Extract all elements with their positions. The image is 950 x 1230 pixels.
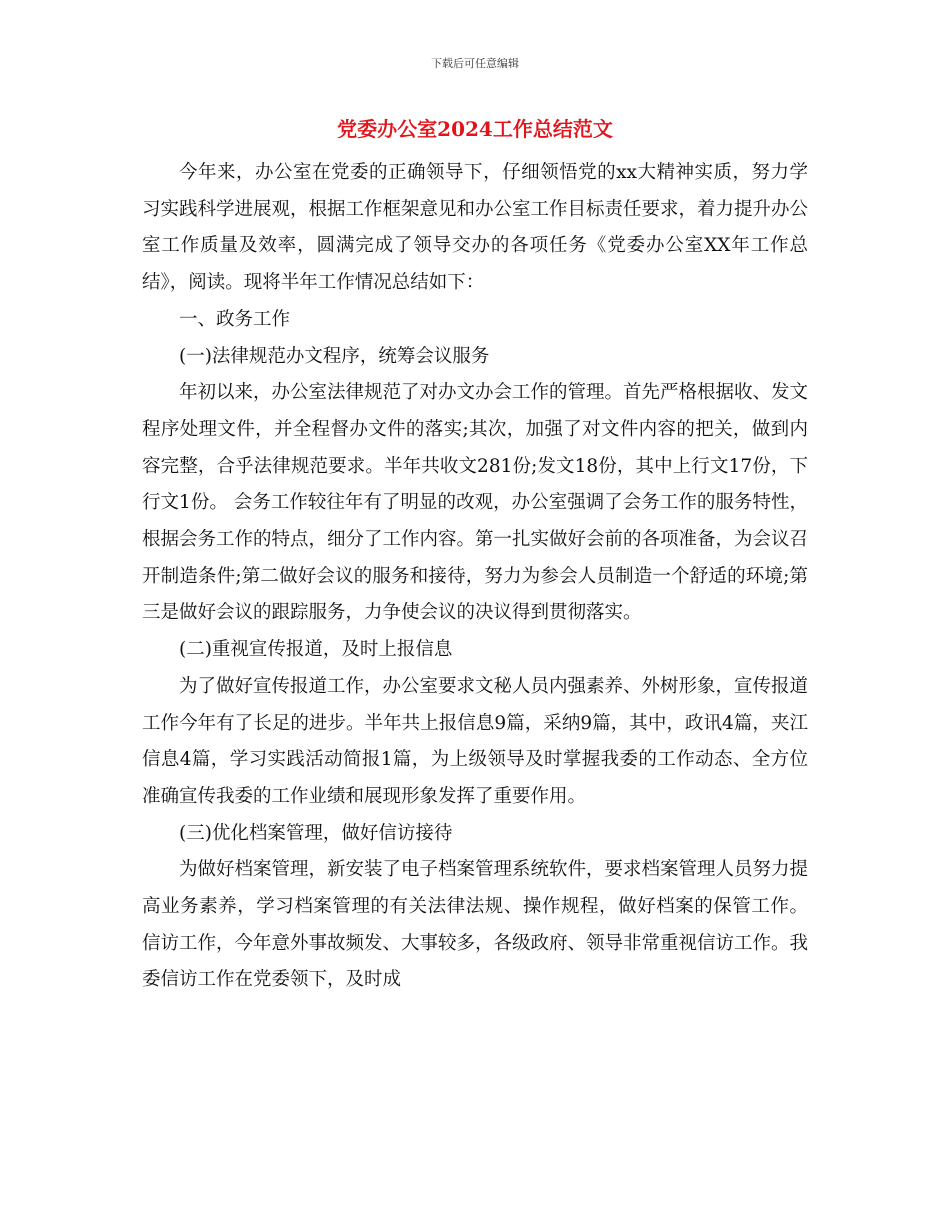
subsection-heading: (二)重视宣传报道，及时上报信息	[179, 639, 453, 661]
document-title: 党委办公室2024工作总结范文	[337, 117, 613, 141]
paragraph: 年初以来，办公室法律规范了对办文办会工作的管理。首先严格根据收、发文程序处理文件，并全程督办文件的落实;其次，加强了对文件内容的把关，做到内容完整，合乎法律规范要求。半年共收文281份;发文18份，其中上行文17份，下行文1份。 会务工作较往年有了明显的改观，办公室强调了会务工作的服务特性，根据会务工作的特点，细分了工作内容。第一扎实做好会前的各项准备，为会议召开制造条件;第二做好会议的服务和接待，努力为参会人员制造一个舒适的环境;第三是做好会议的跟踪服务，力争使会议的决议得到贯彻落实。	[142, 382, 809, 624]
paragraph: 为做好档案管理，新安装了电子档案管理系统软件，要求档案管理人员努力提高业务素养，学习档案管理的有关法律法规、操作规程，做好档案的保管工作。 信访工作，今年意外事故频发、大事较多，各级政府、领导非常重视信访工作。我委信访工作在党委领下，及时成	[142, 859, 809, 991]
paragraph-intro: 今年来，办公室在党委的正确领导下，仔细领悟党的xx大精神实质，努力学习实践科学进展观，根据工作框架意见和办公室工作目标责任要求，着力提升办公室工作质量及效率，圆满完成了领导交办的各项任务《党委办公室XX年工作总结》，阅读。现将半年工作情况总结如下：	[142, 162, 809, 294]
header-note: 下载后可任意编辑	[431, 57, 519, 70]
paragraph: 为了做好宣传报道工作，办公室要求文秘人员内强素养、外树形象，宣传报道工作今年有了长足的进步。半年共上报信息9篇，采纳9篇，其中，政讯4篇，夹江信息4篇，学习实践活动简报1篇，为上级领导及时掌握我委的工作动态、全方位准确宣传我委的工作业绩和展现形象发挥了重要作用。	[142, 675, 809, 807]
subsection-heading: (一)法律规范办文程序，统筹会议服务	[179, 345, 490, 367]
section-heading: 一、政务工作	[179, 308, 291, 330]
document-body	[142, 155, 808, 999]
subsection-heading: (三)优化档案管理，做好信访接待	[179, 822, 453, 844]
